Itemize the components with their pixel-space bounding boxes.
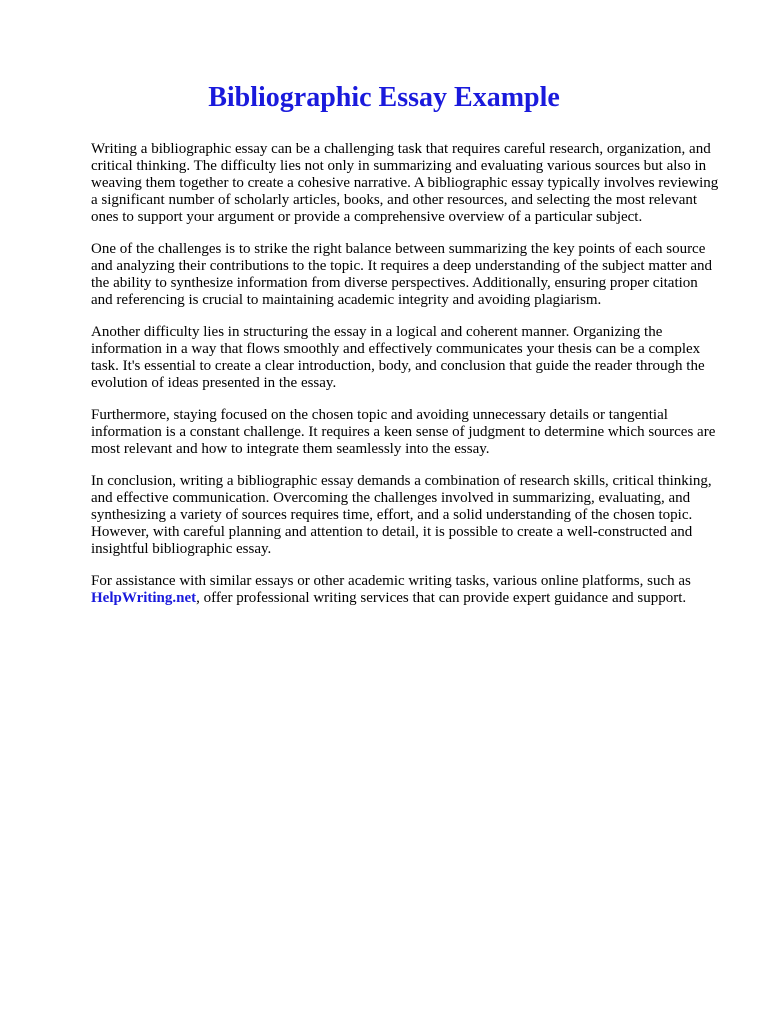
closing-text-before-link: For assistance with similar essays or other academic writing tasks, various online platforms, such as	[91, 573, 691, 589]
paragraph-challenges: One of the challenges is to strike the right balance between summarizing the key points of each source and analyzing their contributions to the topic. It requires a deep understanding of the subject matter and the ability to synthesize information from diverse perspectives. Additionally, ensuring proper citation and referencing is crucial to maintaining academic integrity and avoiding plagiarism.	[91, 241, 713, 308]
paragraph-intro: Writing a bibliographic essay can be a challenging task that requires careful research, organization, and critical thinking. The difficulty lies not only in summarizing and evaluating various sources but also in weaving them together to create a cohesive narrative. A bibliographic essay typically involves reviewing a significant number of scholarly articles, books, and other resources, and selecting the most relevant ones to support your argument or provide a comprehensive overview of a particular subject.	[91, 141, 719, 225]
closing-text-after-link: , offer professional writing services that can provide expert guidance and support.	[196, 590, 687, 606]
paragraph-closing	[91, 573, 721, 607]
paragraph-focus: Furthermore, staying focused on the chosen topic and avoiding unnecessary details or tangential information is a constant challenge. It requires a keen sense of judgment to determine which sources are most relevant and how to integrate them seamlessly into the essay.	[91, 407, 716, 457]
paragraph-conclusion: In conclusion, writing a bibliographic essay demands a combination of research skills, critical thinking, and effective communication. Overcoming the challenges involved in summarizing, evaluating, and synthesizing a variety of sources requires time, effort, and a solid understanding of the chosen topic. However, with careful planning and attention to detail, it is possible to create a well-constructed and insightful bibliographic essay.	[91, 473, 712, 557]
page-title: Bibliographic Essay Example	[208, 82, 560, 113]
paragraph-structure: Another difficulty lies in structuring the essay in a logical and coherent manner. Organizing the information in a way that flows smoothly and effectively communicates your thesis can be a complex task. It's essential to create a clear introduction, body, and conclusion that guide the reader through the evolution of ideas presented in the essay.	[91, 324, 705, 391]
helpwriting-link[interactable]: HelpWriting.net	[91, 590, 197, 606]
